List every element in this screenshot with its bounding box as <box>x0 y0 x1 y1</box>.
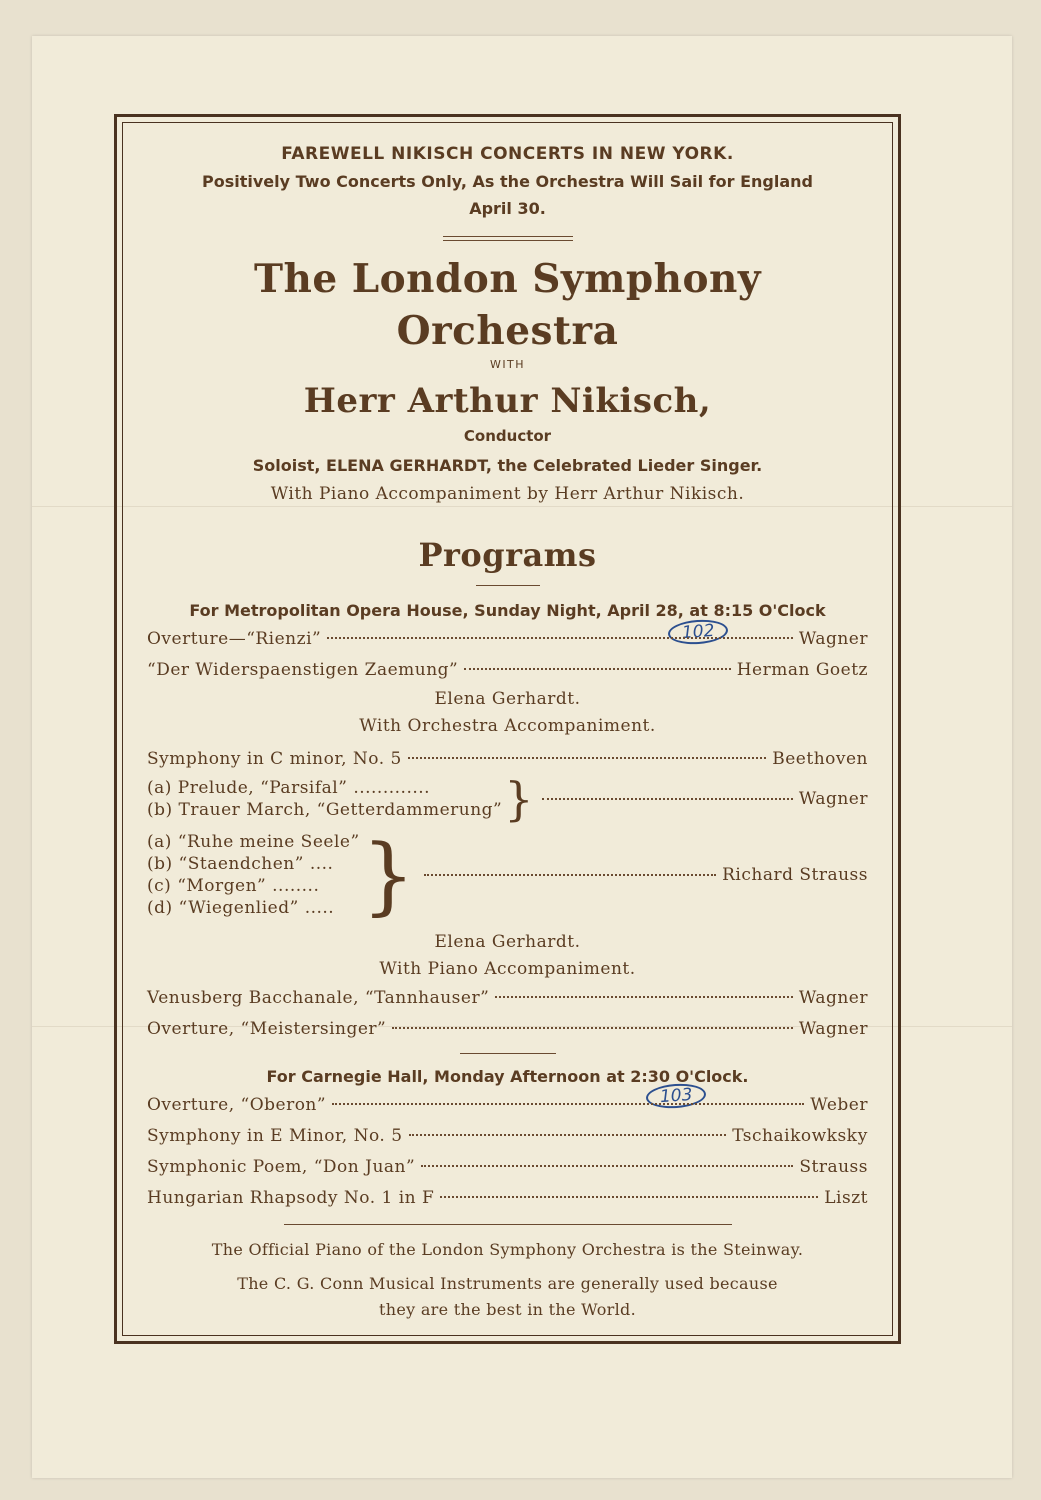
composer: Wagner <box>798 988 868 1008</box>
composer: Wagner <box>798 789 868 809</box>
border-frame <box>114 114 901 1344</box>
piece-title: Symphony in E Minor, No. 5 <box>147 1126 403 1146</box>
program-item <box>147 1121 868 1152</box>
program-group <box>147 826 868 924</box>
composer: Wagner <box>798 1019 868 1039</box>
conductor-role: Conductor <box>463 427 552 445</box>
group-line: (a) “Ruhe meine Seele” <box>147 832 360 852</box>
header-line3: April 30. <box>469 199 546 218</box>
dot-leader <box>421 1165 793 1167</box>
piece-title: Overture, “Meistersinger” <box>147 1019 387 1039</box>
group-line: (b) “Staendchen” .... <box>147 854 334 874</box>
accompaniment-note: With Piano Accompaniment. <box>379 959 636 979</box>
programs-divider <box>476 585 540 586</box>
concert1-heading: For Metropolitan Opera House, Sunday Night, April 28, at 8:15 O'Clock <box>189 601 826 620</box>
handwritten-annotation: 102 <box>667 618 729 646</box>
dot-leader <box>327 637 793 639</box>
dot-leader <box>495 996 793 998</box>
performer-note: Elena Gerhardt. <box>434 932 581 952</box>
brace: } <box>504 772 535 826</box>
dot-leader <box>409 1134 727 1136</box>
composer: Wagner <box>798 629 868 649</box>
concert-divider <box>460 1053 556 1054</box>
conductor-name: Herr Arthur Nikisch, <box>303 381 712 421</box>
orchestra-title: The London Symphony Orchestra <box>253 256 762 354</box>
composer: Herman Goetz <box>736 660 868 680</box>
program-item <box>147 1152 868 1183</box>
dot-leader <box>392 1027 793 1029</box>
program-sheet <box>32 36 1012 1478</box>
footer-line2: The C. G. Conn Musical Instruments are generally used because <box>237 1274 778 1293</box>
footer-divider <box>284 1224 732 1225</box>
handwritten-annotation: 103 <box>645 1082 707 1110</box>
header-line2: Positively Two Concerts Only, As the Orchestra Will Sail for England <box>202 172 813 191</box>
header-line1: FAREWELL NIKISCH CONCERTS IN NEW YORK. <box>281 144 734 164</box>
dot-leader <box>542 798 793 800</box>
header-divider <box>443 236 573 241</box>
composer: Tschaikowkskу <box>732 1126 868 1146</box>
dot-leader <box>424 874 717 876</box>
program-item <box>147 655 868 686</box>
with-label: WITH <box>489 358 526 371</box>
program-item <box>147 1090 868 1121</box>
program-item <box>147 624 868 655</box>
accompaniment-note: With Orchestra Accompaniment. <box>359 716 656 736</box>
piece-title: Venusberg Bacchanale, “Tannhauser” <box>147 988 490 1008</box>
footer-line3: they are the best in the World. <box>379 1300 636 1319</box>
group-line: (a) Prelude, “Parsifal” ............. <box>147 778 431 798</box>
composer: Liszt <box>824 1188 868 1208</box>
soloist-line: Soloist, ELENA GERHARDT, the Celebrated Lieder Singer. <box>252 456 763 475</box>
piece-title: Hungarian Rhapsody No. 1 in F <box>147 1188 435 1208</box>
dot-leader <box>464 668 730 670</box>
dot-leader <box>440 1196 818 1198</box>
piano-line: With Piano Accompaniment by Herr Arthur Nikisch. <box>270 484 745 504</box>
group-line: (c) “Morgen” ........ <box>147 876 320 896</box>
composer: Strauss <box>799 1157 868 1177</box>
concert2-heading: For Carnegie Hall, Monday Afternoon at 2:30 O'Clock. <box>266 1067 749 1086</box>
dot-leader <box>332 1103 804 1105</box>
piece-title: Overture—“Rienzi” <box>147 629 322 649</box>
piece-title: “Der Widerspaenstigen Zaemung” <box>147 660 459 680</box>
group-line: (b) Trauer March, “Getterdammerung” <box>147 800 503 820</box>
program-content <box>147 137 868 1323</box>
program-item <box>147 1014 868 1045</box>
group-items <box>147 777 502 821</box>
program-item <box>147 983 868 1014</box>
program-item <box>147 1183 868 1214</box>
group-items <box>147 831 360 919</box>
piece-title: Overture, “Oberon” <box>147 1095 327 1115</box>
composer: Beethoven <box>772 749 868 769</box>
group-line: (d) “Wiegenlied” ..... <box>147 898 335 918</box>
footer-line1: The Official Piano of the London Symphony Orchestra is the Steinway. <box>211 1240 804 1259</box>
brace: } <box>361 826 416 924</box>
dot-leader <box>408 757 766 759</box>
composer: Weber <box>810 1095 868 1115</box>
program-group <box>147 772 868 826</box>
performer-note: Elena Gerhardt. <box>434 689 581 709</box>
piece-title: Symphony in C minor, No. 5 <box>147 749 402 769</box>
program-item <box>147 744 868 775</box>
composer: Richard Strauss <box>722 865 868 885</box>
piece-title: Symphonic Poem, “Don Juan” <box>147 1157 416 1177</box>
programs-heading: Programs <box>418 536 597 574</box>
